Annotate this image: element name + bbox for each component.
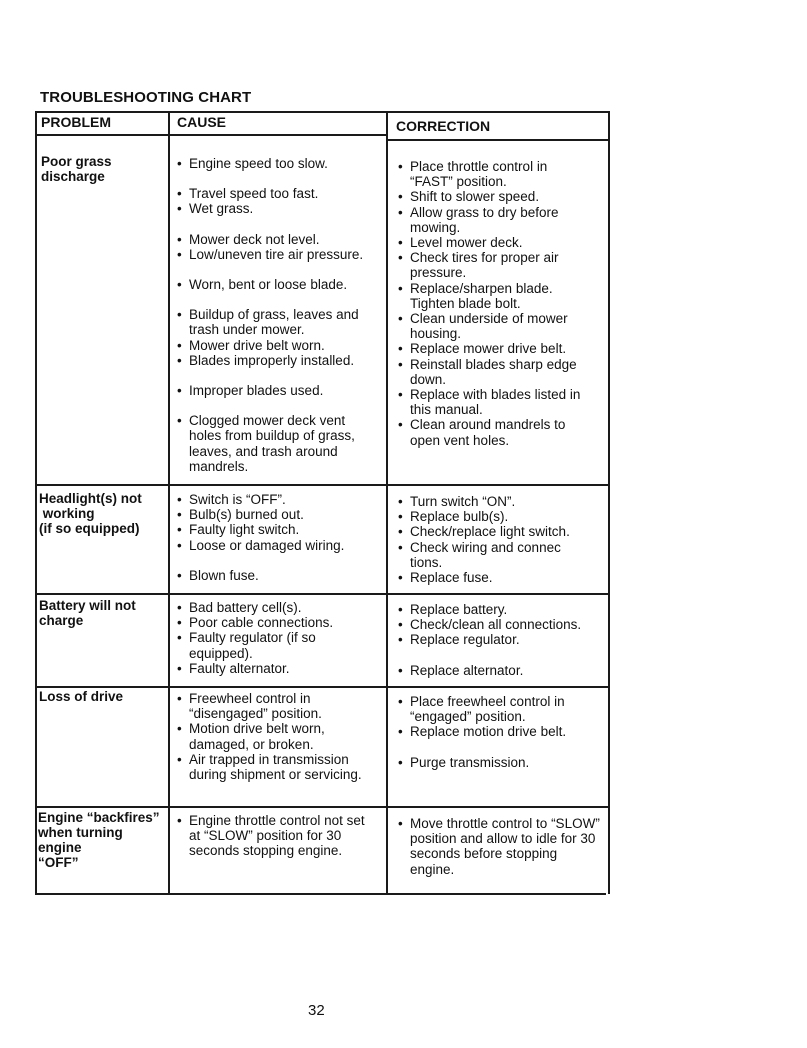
header-cause: CAUSE: [177, 114, 227, 130]
header-correction: CORRECTION: [396, 118, 491, 134]
correction-item: • Replace bulb(s).: [398, 509, 603, 524]
cause-item: • Engine speed too slow.: [177, 156, 385, 171]
rule-top: [35, 111, 610, 113]
rule-col1: [168, 111, 170, 894]
cause-item: • Poor cable connections.: [177, 615, 385, 630]
correction-item: • Check/replace light switch.: [398, 524, 603, 539]
cause-item: • Blown fuse.: [177, 568, 385, 583]
rule-header-bottom-right: [387, 139, 610, 141]
correction-item: • Replace with blades listed in this manual.: [398, 387, 605, 417]
rule-bottom: [35, 893, 606, 895]
correction-item: • Purge transmission.: [398, 755, 603, 770]
cause-cell: [177, 813, 385, 859]
cause-item: • Loose or damaged wiring.: [177, 538, 385, 553]
correction-cell: [398, 816, 603, 877]
cause-item: • Bad battery cell(s).: [177, 600, 385, 615]
cause-item: • Wet grass.: [177, 201, 385, 216]
correction-cell: [398, 602, 603, 678]
correction-item: • Replace motion drive belt.: [398, 724, 603, 739]
correction-item: • Check tires for proper air pressure.: [398, 250, 588, 280]
rule-row3-bottom: [35, 686, 610, 688]
problem-loss-of-drive: Loss of drive: [39, 689, 124, 704]
correction-item: • Place freewheel control in “engaged” position.: [398, 694, 590, 724]
correction-item: • Clean around mandrels to open vent holes.: [398, 417, 590, 447]
correction-item: • Replace battery.: [398, 602, 603, 617]
cause-item: • Mower deck not level.: [177, 232, 385, 247]
correction-item: • Replace fuse.: [398, 570, 603, 585]
correction-item: • Check wiring and connec tions.: [398, 540, 590, 570]
cause-cell: [177, 156, 385, 474]
problem-battery-will-not-charge: Battery will not charge: [39, 598, 136, 628]
cause-cell: [177, 600, 385, 676]
problem-poor-grass-discharge: Poor grass discharge: [41, 154, 112, 184]
cause-item: • Bulb(s) burned out.: [177, 507, 385, 522]
rule-row1-bottom: [35, 484, 610, 486]
rule-row4-bottom: [35, 806, 610, 808]
cause-item: • Improper blades used.: [177, 383, 385, 398]
cause-cell: [177, 492, 385, 583]
correction-item: • Turn switch “ON”.: [398, 494, 603, 509]
correction-item: • Replace/sharpen blade. Tighten blade bolt.: [398, 281, 570, 311]
cause-item: • Engine throttle control not set at “SLOW” position for 30 seconds stopping engine.: [177, 813, 369, 859]
cause-item: • Buildup of grass, leaves and trash under mower.: [177, 307, 385, 337]
cause-item: • Clogged mower deck vent holes from buildup of grass, leaves, and trash around mandrels.: [177, 413, 371, 474]
correction-item: • Allow grass to dry before mowing.: [398, 205, 588, 235]
correction-item: • Check/clean all connections.: [398, 617, 603, 632]
cause-cell: [177, 691, 385, 782]
page-number: 32: [308, 1002, 325, 1019]
rule-header-bottom: [35, 134, 387, 136]
cause-item: • Low/uneven tire air pressure.: [177, 247, 385, 262]
rule-right: [608, 111, 610, 894]
correction-item: • Shift to slower speed.: [398, 189, 603, 204]
cause-item: • Mower drive belt worn.: [177, 338, 385, 353]
cause-item: • Faulty light switch.: [177, 522, 385, 537]
chart-title: TROUBLESHOOTING CHART: [40, 89, 252, 106]
correction-item: • Replace mower drive belt.: [398, 341, 603, 356]
correction-item: • Level mower deck.: [398, 235, 603, 250]
cause-item: • Worn, bent or loose blade.: [177, 277, 385, 292]
rule-row2-bottom: [35, 593, 610, 595]
correction-item: • Clean underside of mower housing.: [398, 311, 590, 341]
cause-item: • Faulty alternator.: [177, 661, 385, 676]
cause-item: • Switch is “OFF”.: [177, 492, 385, 507]
rule-left: [35, 111, 37, 894]
cause-item: • Blades improperly installed.: [177, 353, 385, 368]
correction-cell: [398, 694, 603, 770]
correction-cell: [398, 159, 603, 448]
cause-item: • Travel speed too fast.: [177, 186, 385, 201]
correction-item: • Reinstall blades sharp edge down.: [398, 357, 605, 387]
header-problem: PROBLEM: [41, 114, 111, 130]
cause-item: • Air trapped in transmission during shipment or servicing.: [177, 752, 374, 782]
problem-headlights-not-working: Headlight(s) not working (if so equipped): [39, 491, 142, 536]
correction-item: • Replace alternator.: [398, 663, 603, 678]
correction-item: • Move throttle control to “SLOW” position and allow to idle for 30 seconds before stopping engine.: [398, 816, 602, 877]
rule-col2: [386, 111, 388, 894]
cause-item: • Freewheel control in “disengaged” position.: [177, 691, 349, 721]
problem-engine-backfires: Engine “backfires” when turning engine “OFF”: [38, 810, 160, 870]
cause-item: • Motion drive belt worn, damaged, or broken.: [177, 721, 351, 751]
correction-item: • Place throttle control in “FAST” position.: [398, 159, 570, 189]
correction-item: • Replace regulator.: [398, 632, 603, 647]
correction-cell: [398, 494, 603, 585]
cause-item: • Faulty regulator (if so equipped).: [177, 630, 319, 660]
